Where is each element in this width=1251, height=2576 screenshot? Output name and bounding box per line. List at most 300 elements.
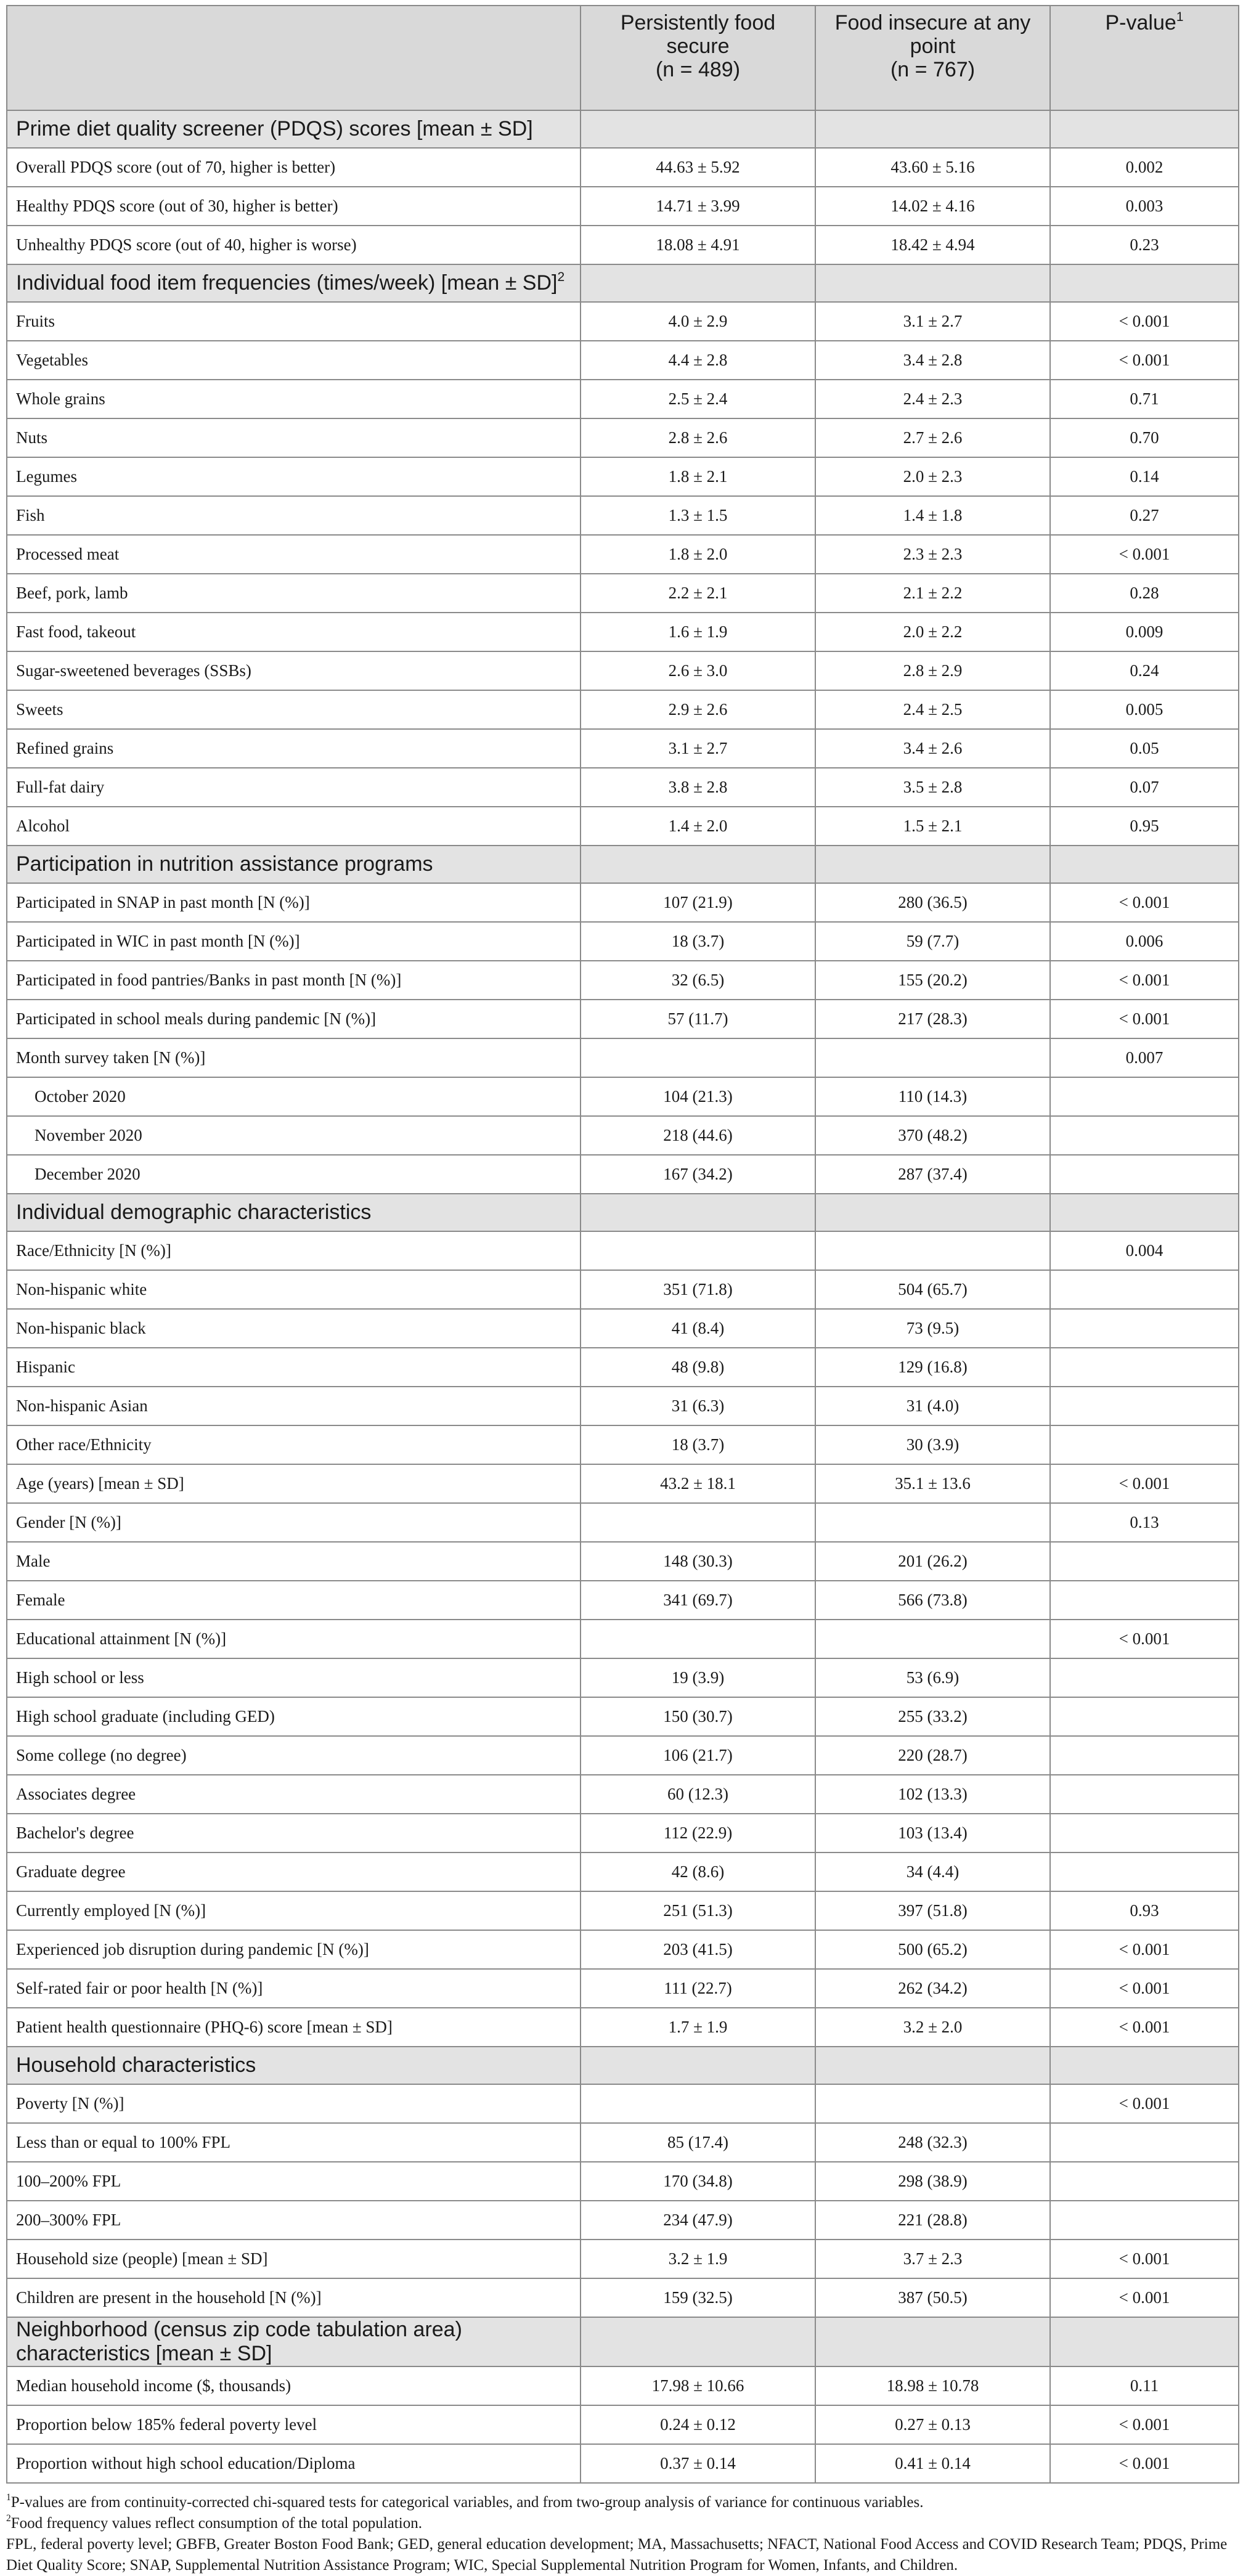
food-insecure-value: 14.02 ± 4.16	[815, 187, 1050, 226]
section-empty-cell	[581, 2317, 815, 2366]
header-food-insecure	[815, 6, 1050, 110]
row-label: Proportion without high school education/Diploma	[7, 2444, 581, 2483]
p-value: 0.93	[1050, 1891, 1239, 1930]
footnote	[6, 2534, 1238, 2576]
food-secure-value: 148 (30.3)	[581, 1542, 815, 1581]
food-insecure-value: 35.1 ± 13.6	[815, 1464, 1050, 1503]
row-label: Beef, pork, lamb	[7, 574, 581, 613]
food-insecure-value	[815, 1503, 1050, 1542]
row-label: Male	[7, 1542, 581, 1581]
food-secure-value: 107 (21.9)	[581, 883, 815, 922]
row-label: November 2020	[7, 1116, 581, 1155]
food-secure-value: 19 (3.9)	[581, 1658, 815, 1697]
food-secure-value: 43.2 ± 18.1	[581, 1464, 815, 1503]
p-value	[1050, 2123, 1239, 2162]
p-value	[1050, 1542, 1239, 1581]
p-value: 0.006	[1050, 922, 1239, 961]
table-row	[7, 1969, 1239, 2008]
p-value: < 0.001	[1050, 2278, 1239, 2317]
food-secure-value: 42 (8.6)	[581, 1853, 815, 1891]
section-header-row	[7, 2317, 1239, 2366]
food-insecure-value: 2.1 ± 2.2	[815, 574, 1050, 613]
food-insecure-value: 18.98 ± 10.78	[815, 2366, 1050, 2405]
food-insecure-value: 1.5 ± 2.1	[815, 807, 1050, 846]
row-label: Fast food, takeout	[7, 613, 581, 651]
section-empty-cell	[1050, 110, 1239, 148]
p-value: < 0.001	[1050, 2084, 1239, 2123]
section-header-row	[7, 110, 1239, 148]
food-secure-value: 351 (71.8)	[581, 1270, 815, 1309]
table-row	[7, 1697, 1239, 1736]
food-insecure-value: 500 (65.2)	[815, 1930, 1050, 1969]
table-row	[7, 1077, 1239, 1116]
food-insecure-value: 3.5 ± 2.8	[815, 768, 1050, 807]
row-label: Healthy PDQS score (out of 30, higher is better)	[7, 187, 581, 226]
table-body	[7, 110, 1239, 2483]
food-secure-value: 159 (32.5)	[581, 2278, 815, 2317]
p-value: 0.70	[1050, 418, 1239, 457]
food-secure-value: 2.2 ± 2.1	[581, 574, 815, 613]
row-label: Processed meat	[7, 535, 581, 574]
food-secure-value: 0.24 ± 0.12	[581, 2405, 815, 2444]
food-insecure-value: 3.4 ± 2.6	[815, 729, 1050, 768]
food-secure-value: 48 (9.8)	[581, 1348, 815, 1387]
table-row	[7, 2008, 1239, 2047]
row-label: Alcohol	[7, 807, 581, 846]
table-row	[7, 1930, 1239, 1969]
food-secure-value: 2.8 ± 2.6	[581, 418, 815, 457]
table-footnotes	[6, 2492, 1238, 2576]
table-row	[7, 2240, 1239, 2278]
table-row	[7, 457, 1239, 496]
food-insecure-value: 1.4 ± 1.8	[815, 496, 1050, 535]
table-row	[7, 729, 1239, 768]
section-title-text: Household characteristics	[16, 2053, 256, 2077]
p-value: < 0.001	[1050, 1000, 1239, 1038]
section-header-row	[7, 846, 1239, 883]
section-title	[7, 2047, 581, 2084]
row-label: Some college (no degree)	[7, 1736, 581, 1775]
food-insecure-value: 262 (34.2)	[815, 1969, 1050, 2008]
food-insecure-value: 2.8 ± 2.9	[815, 651, 1050, 690]
food-insecure-value: 31 (4.0)	[815, 1387, 1050, 1425]
food-insecure-value: 102 (13.3)	[815, 1775, 1050, 1814]
table-row	[7, 961, 1239, 1000]
footnote	[6, 2513, 1238, 2534]
row-label: 100–200% FPL	[7, 2162, 581, 2201]
food-insecure-value: 504 (65.7)	[815, 1270, 1050, 1309]
table-row	[7, 496, 1239, 535]
food-secure-value: 3.1 ± 2.7	[581, 729, 815, 768]
header-p-value-label: P-value	[1105, 11, 1176, 35]
table-row	[7, 807, 1239, 846]
row-label: Graduate degree	[7, 1853, 581, 1891]
row-label: Overall PDQS score (out of 70, higher is better)	[7, 148, 581, 187]
table-row	[7, 2278, 1239, 2317]
table-row	[7, 1038, 1239, 1077]
table-row	[7, 1464, 1239, 1503]
section-empty-cell	[581, 2047, 815, 2084]
food-insecure-value: 2.7 ± 2.6	[815, 418, 1050, 457]
food-insecure-value: 280 (36.5)	[815, 883, 1050, 922]
table-row	[7, 2444, 1239, 2483]
section-empty-cell	[581, 264, 815, 302]
p-value	[1050, 1155, 1239, 1194]
p-value	[1050, 2162, 1239, 2201]
row-label: Sweets	[7, 690, 581, 729]
table-row	[7, 1581, 1239, 1620]
food-insecure-value: 397 (51.8)	[815, 1891, 1050, 1930]
section-empty-cell	[815, 2047, 1050, 2084]
section-title	[7, 110, 581, 148]
p-value: < 0.001	[1050, 2008, 1239, 2047]
food-insecure-value: 298 (38.9)	[815, 2162, 1050, 2201]
row-label: Participated in food pantries/Banks in past month [N (%)]	[7, 961, 581, 1000]
header-food-secure-title: Persistently food secure	[620, 11, 776, 58]
row-label: High school or less	[7, 1658, 581, 1697]
food-secure-value: 3.2 ± 1.9	[581, 2240, 815, 2278]
p-value	[1050, 1348, 1239, 1387]
section-title-text: Individual demographic characteristics	[16, 1200, 372, 1224]
food-insecure-value	[815, 1038, 1050, 1077]
food-secure-value: 2.9 ± 2.6	[581, 690, 815, 729]
food-secure-value: 18 (3.7)	[581, 922, 815, 961]
table-row	[7, 2405, 1239, 2444]
food-insecure-value: 2.0 ± 2.2	[815, 613, 1050, 651]
food-secure-value	[581, 1620, 815, 1658]
food-insecure-value	[815, 2084, 1050, 2123]
row-label: Fruits	[7, 302, 581, 341]
header-food-insecure-n: (n = 767)	[890, 58, 976, 81]
section-empty-cell	[815, 2317, 1050, 2366]
table-row	[7, 418, 1239, 457]
p-value: 0.005	[1050, 690, 1239, 729]
row-label: High school graduate (including GED)	[7, 1697, 581, 1736]
footnote-mark: 1	[6, 2492, 11, 2503]
food-insecure-value: 34 (4.4)	[815, 1853, 1050, 1891]
row-label: Nuts	[7, 418, 581, 457]
row-label: Age (years) [mean ± SD]	[7, 1464, 581, 1503]
table-row	[7, 148, 1239, 187]
food-insecure-value: 387 (50.5)	[815, 2278, 1050, 2317]
section-header-row	[7, 2047, 1239, 2084]
food-insecure-value: 3.7 ± 2.3	[815, 2240, 1050, 2278]
food-insecure-value: 3.4 ± 2.8	[815, 341, 1050, 380]
food-secure-value: 14.71 ± 3.99	[581, 187, 815, 226]
p-value: < 0.001	[1050, 302, 1239, 341]
table-row	[7, 1503, 1239, 1542]
row-label: Legumes	[7, 457, 581, 496]
table-row	[7, 1387, 1239, 1425]
p-value	[1050, 1775, 1239, 1814]
food-insecure-value: 248 (32.3)	[815, 2123, 1050, 2162]
row-label: Less than or equal to 100% FPL	[7, 2123, 581, 2162]
p-value	[1050, 1814, 1239, 1853]
table-row	[7, 187, 1239, 226]
p-value: < 0.001	[1050, 1620, 1239, 1658]
row-label: Refined grains	[7, 729, 581, 768]
row-label: Participated in WIC in past month [N (%)]	[7, 922, 581, 961]
row-label: Non-hispanic black	[7, 1309, 581, 1348]
food-secure-value: 57 (11.7)	[581, 1000, 815, 1038]
section-empty-cell	[1050, 2047, 1239, 2084]
food-secure-value: 44.63 ± 5.92	[581, 148, 815, 187]
food-insecure-value: 2.3 ± 2.3	[815, 535, 1050, 574]
footnote-text: FPL, federal poverty level; GBFB, Greater Boston Food Bank; GED, general education development; MA, Massachusetts; NFACT, National Food Access and COVID Research Team; PDQS, Prime Diet Quality Score; SNAP, Supplemental Nutrition Assistance Program; WIC, Special Supplemental Nutrition Program for Women, Infants, and Children.	[6, 2536, 1228, 2574]
food-insecure-value: 0.27 ± 0.13	[815, 2405, 1050, 2444]
results-table	[6, 5, 1239, 2484]
food-secure-value: 1.8 ± 2.0	[581, 535, 815, 574]
table-row	[7, 1309, 1239, 1348]
header-food-secure-n: (n = 489)	[655, 58, 741, 81]
table-row	[7, 1853, 1239, 1891]
food-insecure-value: 43.60 ± 5.16	[815, 148, 1050, 187]
food-secure-value: 1.8 ± 2.1	[581, 457, 815, 496]
p-value: 0.004	[1050, 1231, 1239, 1270]
food-secure-value: 31 (6.3)	[581, 1387, 815, 1425]
footnote	[6, 2492, 1238, 2513]
food-insecure-value: 155 (20.2)	[815, 961, 1050, 1000]
section-title-text: Prime diet quality screener (PDQS) scores [mean ± SD]	[16, 117, 533, 141]
food-secure-value: 341 (69.7)	[581, 1581, 815, 1620]
row-label: Vegetables	[7, 341, 581, 380]
p-value: < 0.001	[1050, 535, 1239, 574]
food-insecure-value	[815, 1620, 1050, 1658]
p-value	[1050, 1270, 1239, 1309]
table-row	[7, 226, 1239, 264]
section-title-text: Participation in nutrition assistance programs	[16, 852, 433, 876]
table-row	[7, 1542, 1239, 1581]
food-secure-value	[581, 1038, 815, 1077]
food-secure-value: 32 (6.5)	[581, 961, 815, 1000]
food-insecure-value: 73 (9.5)	[815, 1309, 1050, 1348]
food-secure-value	[581, 2084, 815, 2123]
food-insecure-value: 18.42 ± 4.94	[815, 226, 1050, 264]
food-secure-value: 41 (8.4)	[581, 1309, 815, 1348]
row-label: Proportion below 185% federal poverty level	[7, 2405, 581, 2444]
food-secure-value: 170 (34.8)	[581, 2162, 815, 2201]
food-insecure-value: 2.4 ± 2.5	[815, 690, 1050, 729]
p-value: 0.13	[1050, 1503, 1239, 1542]
row-label: Self-rated fair or poor health [N (%)]	[7, 1969, 581, 2008]
p-value: < 0.001	[1050, 1464, 1239, 1503]
food-insecure-value: 220 (28.7)	[815, 1736, 1050, 1775]
food-secure-value: 4.4 ± 2.8	[581, 341, 815, 380]
table-row	[7, 1116, 1239, 1155]
food-secure-value: 112 (22.9)	[581, 1814, 815, 1853]
food-insecure-value: 30 (3.9)	[815, 1425, 1050, 1464]
food-secure-value: 18.08 ± 4.91	[581, 226, 815, 264]
section-empty-cell	[1050, 846, 1239, 883]
row-label: Associates degree	[7, 1775, 581, 1814]
food-secure-value: 17.98 ± 10.66	[581, 2366, 815, 2405]
food-insecure-value: 3.1 ± 2.7	[815, 302, 1050, 341]
food-insecure-value: 221 (28.8)	[815, 2201, 1050, 2240]
row-label: Bachelor's degree	[7, 1814, 581, 1853]
row-label: Gender [N (%)]	[7, 1503, 581, 1542]
table-row	[7, 2201, 1239, 2240]
section-empty-cell	[581, 846, 815, 883]
header-blank-cell	[7, 6, 581, 110]
table-row	[7, 380, 1239, 418]
food-insecure-value: 2.4 ± 2.3	[815, 380, 1050, 418]
row-label: December 2020	[7, 1155, 581, 1194]
row-label: Children are present in the household [N (%)]	[7, 2278, 581, 2317]
table-row	[7, 535, 1239, 574]
food-secure-value: 150 (30.7)	[581, 1697, 815, 1736]
table-row	[7, 574, 1239, 613]
table-row	[7, 613, 1239, 651]
food-insecure-value: 59 (7.7)	[815, 922, 1050, 961]
p-value: 0.05	[1050, 729, 1239, 768]
section-title	[7, 264, 581, 302]
section-empty-cell	[815, 110, 1050, 148]
food-insecure-value: 129 (16.8)	[815, 1348, 1050, 1387]
p-value: 0.003	[1050, 187, 1239, 226]
food-secure-value: 2.6 ± 3.0	[581, 651, 815, 690]
section-empty-cell	[1050, 2317, 1239, 2366]
food-secure-value	[581, 1231, 815, 1270]
food-insecure-value: 0.41 ± 0.14	[815, 2444, 1050, 2483]
p-value	[1050, 1425, 1239, 1464]
table-row	[7, 1814, 1239, 1853]
food-secure-value	[581, 1503, 815, 1542]
p-value: 0.009	[1050, 613, 1239, 651]
section-footnote-mark: 2	[557, 269, 565, 284]
row-label: Unhealthy PDQS score (out of 40, higher is worse)	[7, 226, 581, 264]
footnote-text: P-values are from continuity-corrected chi-squared tests for categorical variables, and from two-group analysis of variance for continuous variables.	[10, 2494, 924, 2511]
p-value	[1050, 2201, 1239, 2240]
p-value: 0.14	[1050, 457, 1239, 496]
food-secure-value: 3.8 ± 2.8	[581, 768, 815, 807]
row-label: Other race/Ethnicity	[7, 1425, 581, 1464]
p-value	[1050, 1077, 1239, 1116]
p-value	[1050, 1581, 1239, 1620]
p-value: < 0.001	[1050, 1930, 1239, 1969]
p-value: 0.71	[1050, 380, 1239, 418]
p-value	[1050, 1697, 1239, 1736]
food-secure-value: 0.37 ± 0.14	[581, 2444, 815, 2483]
p-value	[1050, 1309, 1239, 1348]
table-row	[7, 690, 1239, 729]
row-label: Household size (people) [mean ± SD]	[7, 2240, 581, 2278]
food-insecure-value: 255 (33.2)	[815, 1697, 1050, 1736]
table-row	[7, 1425, 1239, 1464]
p-value: < 0.001	[1050, 2444, 1239, 2483]
food-secure-value: 167 (34.2)	[581, 1155, 815, 1194]
p-value	[1050, 1736, 1239, 1775]
p-value: < 0.001	[1050, 2405, 1239, 2444]
footnote-text: Food frequency values reflect consumption of the total population.	[10, 2515, 422, 2532]
food-secure-value: 218 (44.6)	[581, 1116, 815, 1155]
row-label: October 2020	[7, 1077, 581, 1116]
table-row	[7, 2366, 1239, 2405]
food-secure-value: 203 (41.5)	[581, 1930, 815, 1969]
row-label: Poverty [N (%)]	[7, 2084, 581, 2123]
food-insecure-value: 287 (37.4)	[815, 1155, 1050, 1194]
header-food-insecure-title: Food insecure at any point	[834, 11, 1031, 58]
table-row	[7, 651, 1239, 690]
table-row	[7, 2162, 1239, 2201]
p-value: 0.007	[1050, 1038, 1239, 1077]
p-value: < 0.001	[1050, 2240, 1239, 2278]
food-secure-value: 106 (21.7)	[581, 1736, 815, 1775]
food-secure-value: 2.5 ± 2.4	[581, 380, 815, 418]
section-title	[7, 1194, 581, 1231]
food-insecure-value: 217 (28.3)	[815, 1000, 1050, 1038]
food-secure-value: 18 (3.7)	[581, 1425, 815, 1464]
section-title-text: Neighborhood (census zip code tabulation area) characteristics [mean ± SD]	[16, 2318, 462, 2365]
food-secure-value: 104 (21.3)	[581, 1077, 815, 1116]
header-p-value	[1050, 6, 1239, 110]
row-label: Fish	[7, 496, 581, 535]
p-value: < 0.001	[1050, 341, 1239, 380]
table-row	[7, 1155, 1239, 1194]
row-label: Patient health questionnaire (PHQ-6) score [mean ± SD]	[7, 2008, 581, 2047]
p-value	[1050, 1658, 1239, 1697]
p-value	[1050, 1853, 1239, 1891]
row-label: Race/Ethnicity [N (%)]	[7, 1231, 581, 1270]
table-row	[7, 1620, 1239, 1658]
section-header-row	[7, 1194, 1239, 1231]
table-row	[7, 2084, 1239, 2123]
row-label: Currently employed [N (%)]	[7, 1891, 581, 1930]
food-secure-value: 4.0 ± 2.9	[581, 302, 815, 341]
food-secure-value: 111 (22.7)	[581, 1969, 815, 2008]
section-title-text: Individual food item frequencies (times/week) [mean ± SD]	[16, 271, 558, 295]
table-row	[7, 768, 1239, 807]
food-insecure-value: 53 (6.9)	[815, 1658, 1050, 1697]
table-row	[7, 341, 1239, 380]
section-empty-cell	[815, 846, 1050, 883]
p-value: 0.07	[1050, 768, 1239, 807]
row-label: Experienced job disruption during pandemic [N (%)]	[7, 1930, 581, 1969]
table-row	[7, 883, 1239, 922]
row-label: Participated in SNAP in past month [N (%)]	[7, 883, 581, 922]
row-label: Month survey taken [N (%)]	[7, 1038, 581, 1077]
table-row	[7, 1775, 1239, 1814]
food-insecure-value: 201 (26.2)	[815, 1542, 1050, 1581]
p-value: < 0.001	[1050, 883, 1239, 922]
section-empty-cell	[581, 110, 815, 148]
food-insecure-value: 103 (13.4)	[815, 1814, 1050, 1853]
p-value: 0.24	[1050, 651, 1239, 690]
food-secure-value: 1.3 ± 1.5	[581, 496, 815, 535]
food-insecure-value: 566 (73.8)	[815, 1581, 1050, 1620]
row-label: Median household income ($, thousands)	[7, 2366, 581, 2405]
table-row	[7, 1231, 1239, 1270]
row-label: Participated in school meals during pandemic [N (%)]	[7, 1000, 581, 1038]
section-empty-cell	[1050, 1194, 1239, 1231]
p-value: 0.28	[1050, 574, 1239, 613]
food-insecure-value: 3.2 ± 2.0	[815, 2008, 1050, 2047]
p-value: < 0.001	[1050, 1969, 1239, 2008]
table-row	[7, 302, 1239, 341]
section-header-row	[7, 264, 1239, 302]
table-row	[7, 1891, 1239, 1930]
table-header-row	[7, 6, 1239, 110]
food-secure-value: 85 (17.4)	[581, 2123, 815, 2162]
row-label: Sugar-sweetened beverages (SSBs)	[7, 651, 581, 690]
row-label: Non-hispanic white	[7, 1270, 581, 1309]
table-row	[7, 1000, 1239, 1038]
food-insecure-value	[815, 1231, 1050, 1270]
row-label: Full-fat dairy	[7, 768, 581, 807]
food-secure-value: 234 (47.9)	[581, 2201, 815, 2240]
food-secure-value: 251 (51.3)	[581, 1891, 815, 1930]
table-row	[7, 1736, 1239, 1775]
table-row	[7, 922, 1239, 961]
